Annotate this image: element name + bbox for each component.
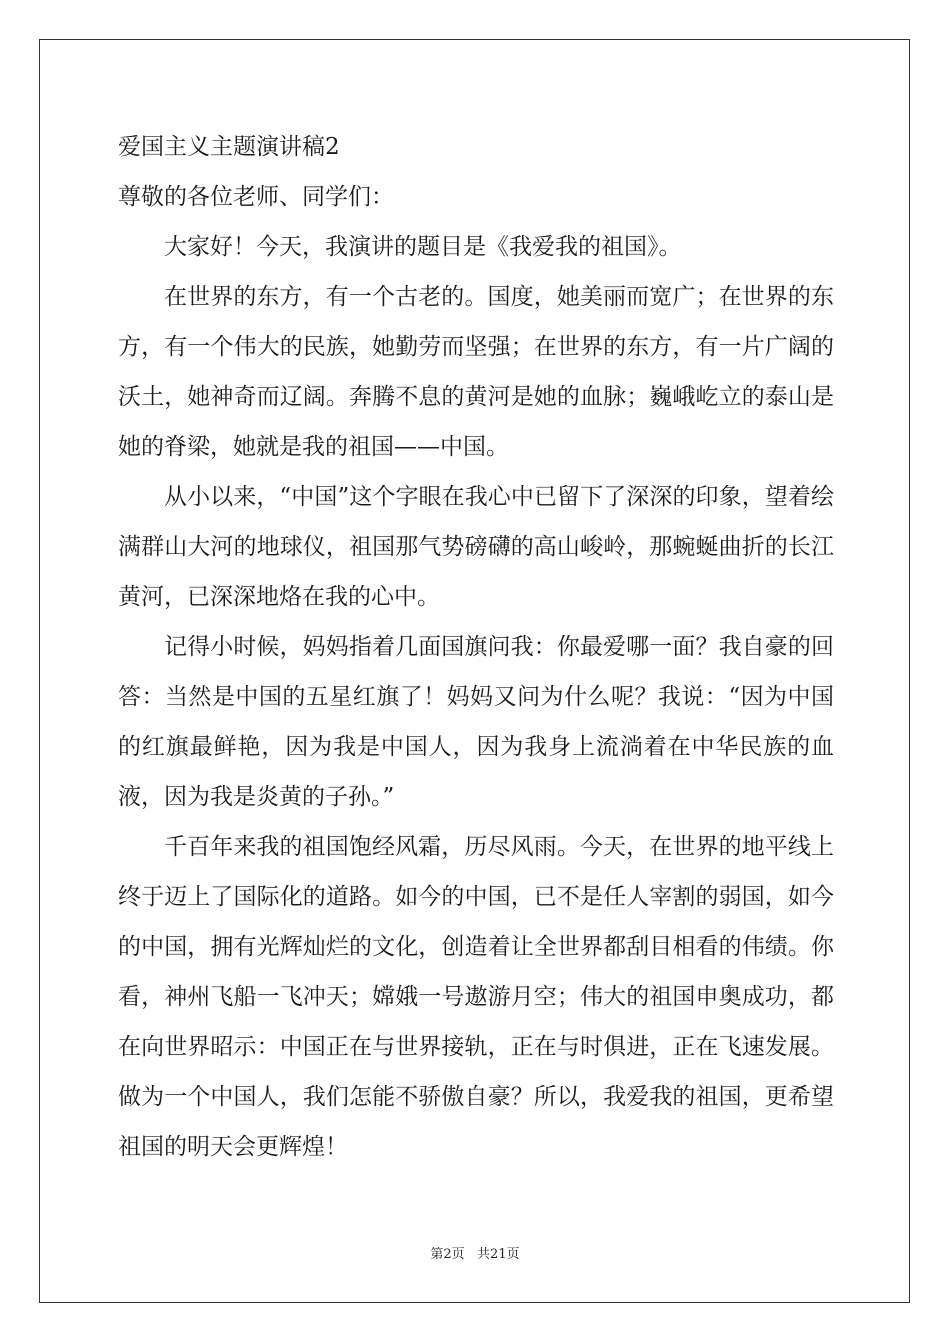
paragraph-childhood-impression: 从小以来，“中国”这个字眼在我心中已留下了深深的印象，望着绘满群山大河的地球仪，祖国那气势磅礴的高山峻岭，那蜿蜒曲折的长江黄河，已深深地烙在我的心中。 bbox=[118, 484, 834, 610]
document-body bbox=[118, 122, 834, 1172]
page-number-footer: 第2页 共21页 bbox=[430, 1247, 520, 1262]
document-title: 爱国主义主题演讲稿2 bbox=[118, 134, 340, 160]
paragraph-national-flag: 记得小时候，妈妈指着几面国旗问我：你最爱哪一面？我自豪的回答：当然是中国的五星红旗了！妈妈又问为什么呢？我说：“因为中国的红旗最鲜艳，因为我是中国人，因为我身上流淌着在中华民族的血液，因为我是炎黄的子孙。” bbox=[118, 634, 834, 810]
salutation: 尊敬的各位老师、同学们： bbox=[118, 184, 394, 210]
paragraph-greeting: 大家好！今天，我演讲的题目是《我爱我的祖国》。 bbox=[164, 234, 682, 260]
paragraph-modern-china: 千百年来我的祖国饱经风霜，历尽风雨。今天，在世界的地平线上终于迈上了国际化的道路。如今的中国，已不是任人宰割的弱国，如今的中国，拥有光辉灿烂的文化，创造着让全世界都刮目相看的伟绩。你看，神州飞船一飞冲天；嫦娥一号遨游月空；伟大的祖国申奥成功，都在向世界昭示：中国正在与世界接轨，正在与时俱进，正在飞速发展。做为一个中国人，我们怎能不骄傲自豪？所以，我爱我的祖国，更希望祖国的明天会更辉煌！ bbox=[118, 834, 834, 1160]
paragraph-motherland-east: 在世界的东方，有一个古老的。国度，她美丽而宽广；在世界的东方，有一个伟大的民族，她勤劳而坚强；在世界的东方，有一片广阔的沃土，她神奇而辽阔。奔腾不息的黄河是她的血脉；巍峨屹立的泰山是她的脊梁，她就是我的祖国——中国。 bbox=[118, 284, 834, 460]
